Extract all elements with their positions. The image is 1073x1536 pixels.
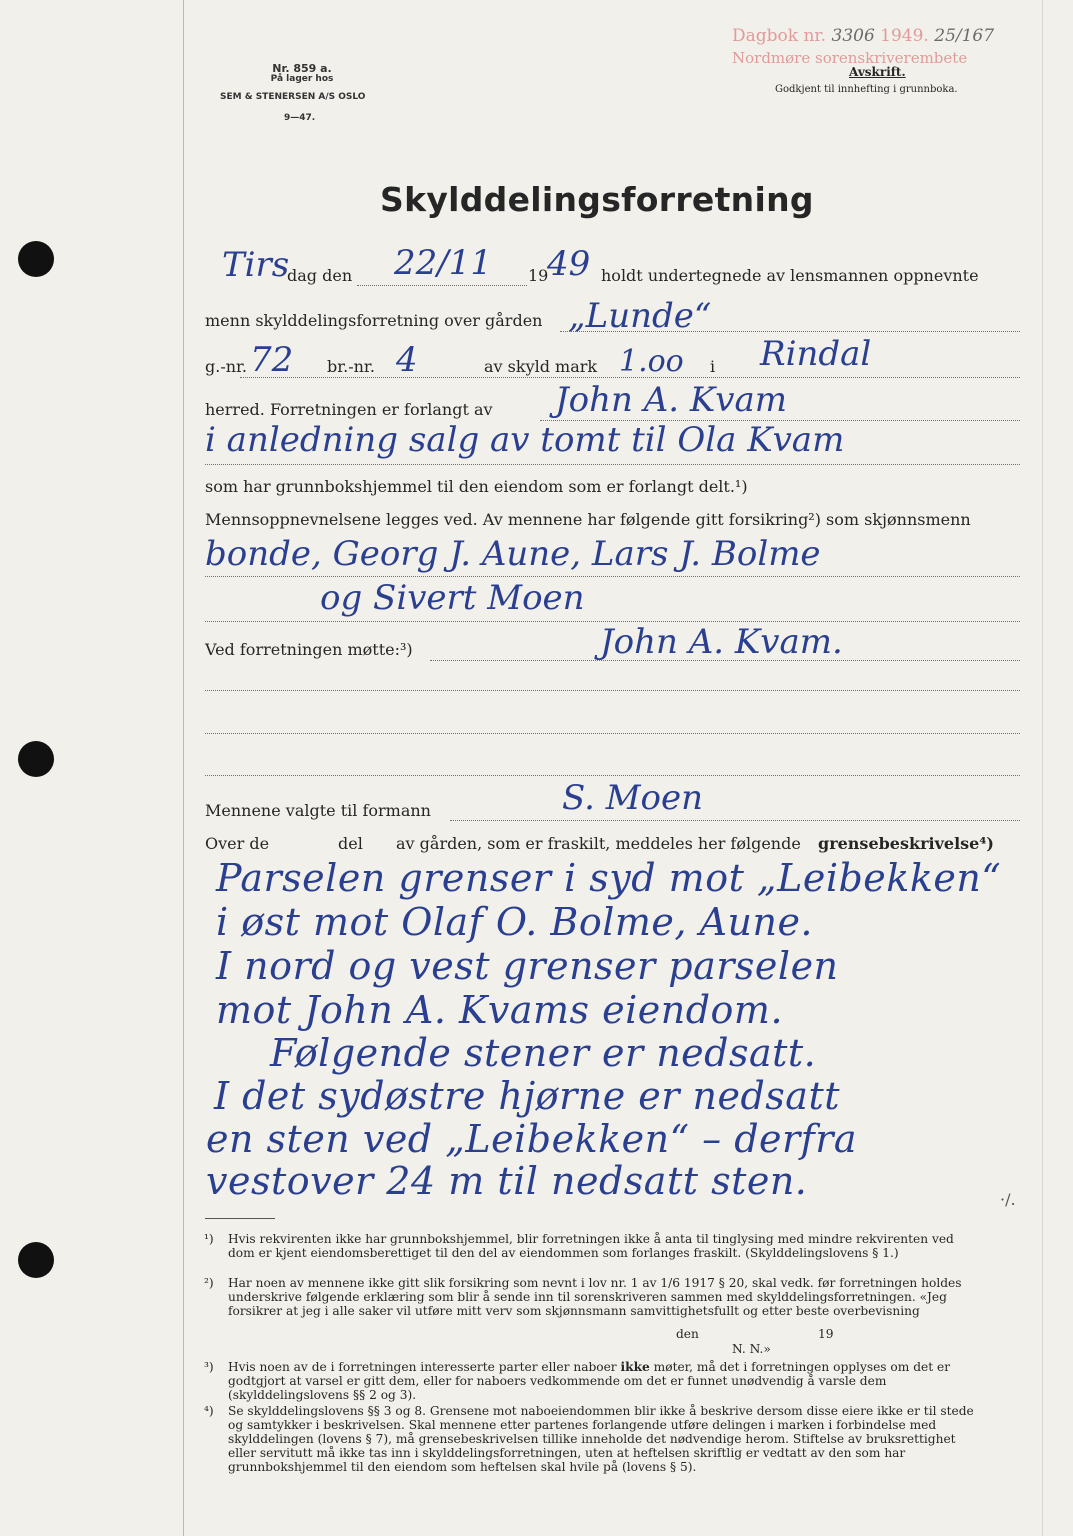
stamp-office: Nordmøre sorenskriverembete bbox=[732, 49, 968, 67]
grense-label: grensebeskrivelse⁴) bbox=[818, 834, 994, 853]
fill-line bbox=[205, 775, 1020, 776]
footnote-mark: ¹) bbox=[204, 1232, 214, 1246]
footnote-2 bbox=[204, 1276, 984, 1318]
gaarden-label: av gården, som er fraskilt, meddeles her følgende bbox=[396, 834, 801, 853]
stamp-year: 1949. bbox=[880, 26, 929, 46]
line7-text: Mennsoppnevnelsene legges ved. Av mennene har følgende gitt forsikring²) som skjønnsmenn bbox=[205, 510, 971, 529]
footnote-4 bbox=[204, 1404, 984, 1474]
formann-hand: S. Moen bbox=[562, 778, 703, 818]
desc-line: mot John A. Kvams eiendom. bbox=[216, 988, 784, 1032]
footnote-mark: ⁴) bbox=[204, 1404, 214, 1418]
stamp-label: Dagbok nr. bbox=[732, 26, 827, 46]
motte-label: Ved forretningen møtte:³) bbox=[205, 640, 413, 659]
footnote-divider bbox=[205, 1218, 275, 1219]
fill-line bbox=[205, 690, 1020, 691]
footnote-text-part: Hvis noen av de i forretningen interesserte parter eller naboer bbox=[228, 1360, 621, 1374]
page-edge bbox=[1042, 0, 1043, 1536]
brnr-hand: 4 bbox=[396, 340, 418, 380]
fill-line bbox=[430, 660, 1020, 661]
punch-hole-icon bbox=[18, 1242, 54, 1278]
stamp-number: 3306 bbox=[831, 26, 875, 46]
footnote-text-part: møter, må det i forretningen opplyses om det er godtgjort at varsel er gitt dem, eller for naboers vedkommende om det er funnet unødvendig å varsle dem (skylddelingslovens §§ 2 og 3). bbox=[228, 1360, 951, 1402]
formann-label: Mennene valgte til formann bbox=[205, 801, 431, 820]
journal-stamp bbox=[732, 26, 994, 47]
line1-text: holdt undertegnede av lensmannen oppnevnte bbox=[601, 266, 979, 285]
punch-hole-icon bbox=[18, 241, 54, 277]
margin-line bbox=[183, 0, 184, 1536]
desc-line: vestover 24 m til nedsatt sten. bbox=[206, 1159, 808, 1203]
approval-note: Godkjent til innhefting i grunnboka. bbox=[775, 84, 958, 95]
desc-line: I det sydøstre hjørne er nedsatt bbox=[214, 1074, 840, 1118]
desc-line: en sten ved „Leibekken“ – derfra bbox=[206, 1117, 858, 1161]
place-hand: Rindal bbox=[760, 334, 872, 374]
page-title: Skylddelingsforretning bbox=[380, 180, 814, 219]
farm-label: menn skylddelingsforretning over gården bbox=[205, 311, 543, 330]
stamp-folio: 167 bbox=[961, 26, 995, 46]
fill-line bbox=[205, 464, 1020, 465]
avskrift-label: Avskrift. bbox=[849, 65, 906, 79]
day-hand: Tirs bbox=[222, 245, 290, 285]
gnr-label: g.-nr. bbox=[205, 357, 248, 376]
fill-line bbox=[240, 377, 1020, 378]
men-hand-2: og Sivert Moen bbox=[320, 578, 585, 618]
fill-line bbox=[205, 576, 1020, 577]
reason-hand: i anledning salg av tomt til Ola Kvam bbox=[205, 420, 845, 460]
footnote-text bbox=[228, 1360, 984, 1402]
continuation-mark: ·/. bbox=[1000, 1190, 1016, 1209]
footnote-mark: ³) bbox=[204, 1360, 214, 1374]
desc-line: i øst mot Olaf O. Bolme, Aune. bbox=[216, 900, 814, 944]
fill-line bbox=[560, 331, 1020, 332]
footnote-den: den bbox=[676, 1327, 699, 1341]
date-hand: 22/11 bbox=[394, 243, 492, 283]
skyld-label: av skyld mark bbox=[484, 357, 598, 376]
footnote-text: Se skylddelingslovens §§ 3 og 8. Grensene mot naboeiendommen blir ikke å beskrive dersom disse eiere ikke er til stede og samtykker i beskrivelsen. Skal mennene etter partenes forlangende utføre delingen i marken i forbindelse med skylddelingen (lovens § 7), må grensebeskrivelsen tillike inneholde det nødvendige herom. Stiftelse av bruksrettighet eller servitutt må ikke tas inn i skylddelingsforretningen, uten at heftelsen skriftlig er vedtatt av den som har grunnbokshjemmel til den eiendom som heftelsen skal hvile på (lovens § 5). bbox=[228, 1404, 974, 1474]
skyld-hand: 1.oo bbox=[619, 344, 684, 379]
footnote-nn: N. N.» bbox=[732, 1342, 771, 1356]
printer-mark bbox=[262, 63, 342, 85]
gnr-hand: 72 bbox=[250, 340, 294, 380]
footnote-1 bbox=[204, 1232, 984, 1260]
form-number: Nr. 859 a. bbox=[272, 62, 332, 75]
desc-line: Parselen grenser i syd mot „Leibekken“ bbox=[216, 856, 1002, 900]
year-prefix: 19 bbox=[528, 266, 549, 285]
motte-hand: John A. Kvam. bbox=[600, 622, 843, 662]
desc-line: I nord og vest grenser parselen bbox=[216, 944, 839, 988]
farm-hand: „Lunde“ bbox=[568, 296, 712, 336]
footnote-emphasis: ikke bbox=[620, 1360, 650, 1374]
i-label: i bbox=[710, 357, 716, 376]
printer-small: På lager hos bbox=[270, 74, 334, 84]
punch-hole-icon bbox=[18, 741, 54, 777]
day-suffix: dag den bbox=[287, 266, 353, 285]
fill-line bbox=[450, 820, 1020, 821]
footnote-3 bbox=[204, 1360, 984, 1402]
fill-line bbox=[205, 733, 1020, 734]
footnote-19: 19 bbox=[818, 1327, 834, 1341]
year-hand: 49 bbox=[547, 244, 591, 284]
over-de-label: Over de bbox=[205, 834, 270, 853]
printer-date: 9—47. bbox=[284, 113, 316, 123]
desc-line: Følgende stener er nedsatt. bbox=[270, 1031, 817, 1075]
printer-name: SEM & STENERSEN A/S OSLO bbox=[220, 92, 366, 102]
footnote-text: Har noen av mennene ikke gitt slik forsikring som nevnt i lov nr. 1 av 1/6 1917 § 20, skal vedk. før forretningen holdes underskrive følgende erklæring som blir å sende inn til sorenskriveren sammen med skylddelingsforretningen. «Jeg forsikrer at jeg i alle saker vil utføre mitt verv som skjønnsmann samvittighetsfullt og etter beste overbevisning bbox=[228, 1276, 962, 1318]
footnote-text: Hvis rekvirenten ikke har grunnbokshjemmel, blir forretningen ikke å anta til tinglysing med mindre rekvirenten ved dom er kjent eiendomsberettiget til den del av eiendommen som forlanges fraskilt. (Skylddelingslovens § 1.) bbox=[228, 1232, 954, 1260]
herred-label: herred. Forretningen er forlangt av bbox=[205, 400, 493, 419]
line6-text: som har grunnbokshjemmel til den eiendom som er forlangt delt.¹) bbox=[205, 477, 748, 496]
footnote-mark: ²) bbox=[204, 1276, 214, 1290]
del-label: del bbox=[338, 834, 363, 853]
brnr-label: br.-nr. bbox=[327, 357, 375, 376]
stamp-extra: 25/ bbox=[934, 26, 962, 46]
fill-line bbox=[357, 285, 527, 286]
requester-hand: John A. Kvam bbox=[555, 380, 787, 420]
men-hand-1: bonde, Georg J. Aune, Lars J. Bolme bbox=[205, 534, 821, 574]
